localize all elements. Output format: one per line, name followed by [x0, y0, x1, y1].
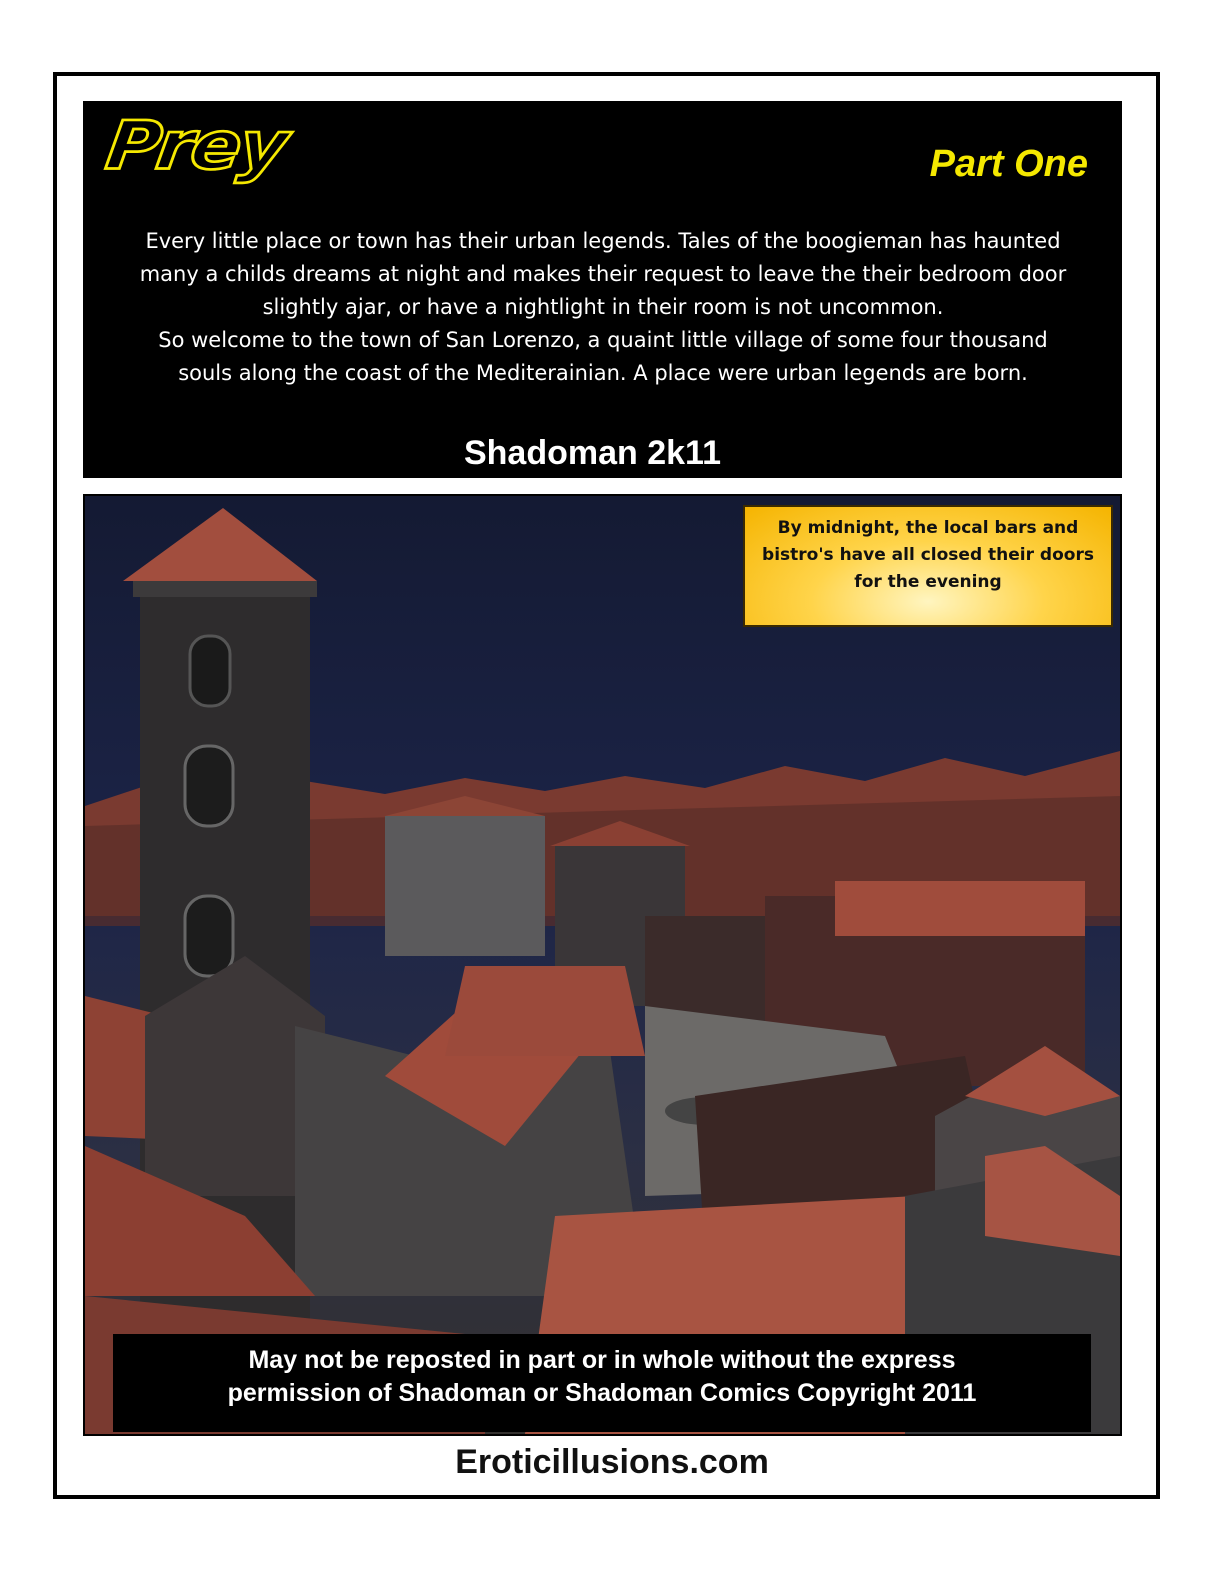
intro-text — [111, 225, 1095, 390]
copyright-line: permission of Shadoman or Shadoman Comics Copyright 2011 — [227, 1379, 977, 1407]
copyright-notice — [113, 1334, 1091, 1432]
part-label: Part One — [929, 143, 1088, 185]
caption-line: for the evening — [854, 572, 1002, 592]
prey-logo: Prey — [101, 107, 292, 185]
intro-line: many a childs dreams at night and makes their request to leave the their bedroom door — [139, 262, 1067, 286]
intro-line: slightly ajar, or have a nightlight in their room is not uncommon. — [262, 295, 944, 319]
town-scene-panel — [83, 494, 1122, 1436]
footer-site-link[interactable]: Eroticillusions.com — [455, 1443, 769, 1481]
author-credit: Shadoman 2k11 — [463, 434, 721, 472]
caption-line: bistro's have all closed their doors — [762, 545, 1094, 565]
intro-line: Every little place or town has their urban legends. Tales of the boogieman has haunted — [145, 229, 1061, 253]
town-illustration — [85, 496, 1120, 1434]
header-panel — [83, 101, 1122, 478]
intro-line: So welcome to the town of San Lorenzo, a quaint little village of some four thousand — [158, 328, 1048, 352]
copyright-line: May not be reposted in part or in whole without the express — [248, 1346, 956, 1374]
narration-caption — [743, 505, 1113, 627]
caption-line: By midnight, the local bars and — [777, 518, 1079, 538]
intro-line: souls along the coast of the Mediterainian. A place were urban legends are born. — [178, 361, 1028, 385]
